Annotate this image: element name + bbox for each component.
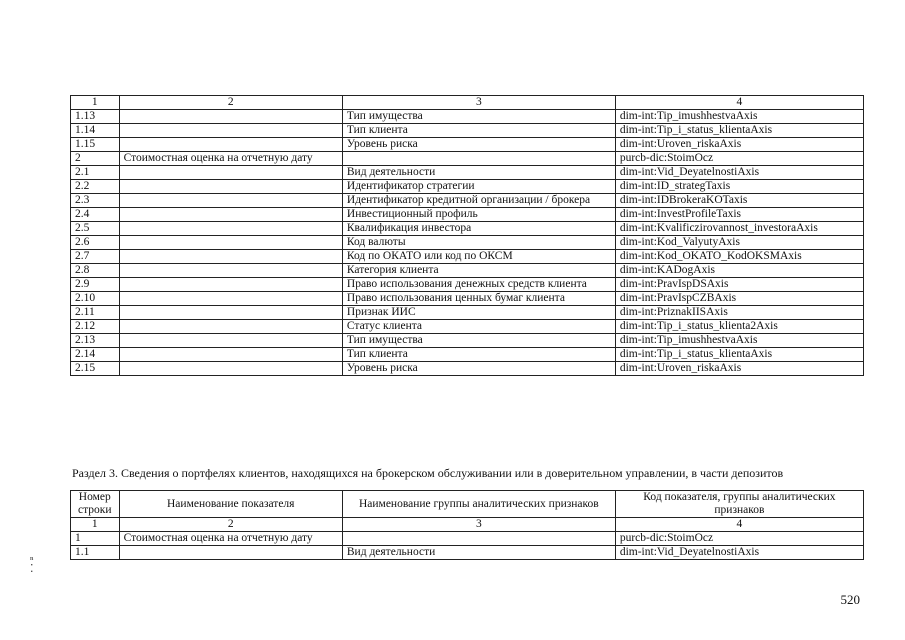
- code-cell: purcb-dic:StoimOcz: [615, 532, 863, 546]
- group-name-cell: [342, 532, 615, 546]
- group-name-cell: Тип клиента: [342, 348, 615, 362]
- code-cell: dim-int:ID_strategTaxis: [615, 180, 863, 194]
- code-cell: dim-int:Uroven_riskaAxis: [615, 138, 863, 152]
- code-cell: dim-int:PravIspCZBAxis: [615, 292, 863, 306]
- table-row: [71, 250, 864, 264]
- group-name-cell: Право использования денежных средств клиента: [342, 278, 615, 292]
- table-row: [71, 292, 864, 306]
- column-number: 3: [342, 96, 615, 110]
- group-name-cell: Вид деятельности: [342, 546, 615, 560]
- row-number-cell: 2.4: [71, 208, 120, 222]
- group-name-cell: Вид деятельности: [342, 166, 615, 180]
- indicator-name-cell: [119, 138, 342, 152]
- code-cell: dim-int:Tip_i_status_klientaAxis: [615, 124, 863, 138]
- group-name-cell: Право использования ценных бумаг клиента: [342, 292, 615, 306]
- code-cell: dim-int:IDBrokeraKOTaxis: [615, 194, 863, 208]
- indicators-table-body: [71, 96, 864, 376]
- row-number-cell: 2.13: [71, 334, 120, 348]
- code-cell: dim-int:Tip_i_status_klienta2Axis: [615, 320, 863, 334]
- row-number-cell: 2.11: [71, 306, 120, 320]
- row-number-cell: 1: [71, 532, 120, 546]
- table-row: [71, 208, 864, 222]
- code-cell: dim-int:Uroven_riskaAxis: [615, 362, 863, 376]
- column-number-row: [71, 518, 864, 532]
- row-number-cell: 2.14: [71, 348, 120, 362]
- group-name-cell: Признак ИИС: [342, 306, 615, 320]
- table-row: [71, 222, 864, 236]
- row-number-cell: 2.10: [71, 292, 120, 306]
- group-name-cell: Тип клиента: [342, 124, 615, 138]
- group-name-cell: Код по ОКАТО или код по ОКСМ: [342, 250, 615, 264]
- indicator-name-cell: [119, 292, 342, 306]
- header-code: Код показателя, группы аналитических признаков: [615, 491, 863, 518]
- table-row: [71, 320, 864, 334]
- code-cell: dim-int:PriznakIISAxis: [615, 306, 863, 320]
- row-number-cell: 2.12: [71, 320, 120, 334]
- header-indicator-name: Наименование показателя: [119, 491, 342, 518]
- code-cell: purcb-dic:StoimOcz: [615, 152, 863, 166]
- code-cell: dim-int:KADogAxis: [615, 264, 863, 278]
- indicator-name-cell: Стоимостная оценка на отчетную дату: [119, 152, 342, 166]
- table-row: [71, 138, 864, 152]
- code-cell: dim-int:Tip_i_status_klientaAxis: [615, 348, 863, 362]
- section-3-table-body: [71, 491, 864, 560]
- indicator-name-cell: [119, 278, 342, 292]
- table-row: [71, 236, 864, 250]
- header-row: [71, 491, 864, 518]
- indicators-table-continued: [70, 95, 864, 376]
- column-number: 2: [119, 518, 342, 532]
- page-number: 520: [840, 592, 860, 607]
- indicator-name-cell: [119, 180, 342, 194]
- column-number: 4: [615, 518, 863, 532]
- indicator-name-cell: [119, 194, 342, 208]
- row-number-cell: 1.14: [71, 124, 120, 138]
- table-row: [71, 194, 864, 208]
- column-number: 1: [71, 518, 120, 532]
- indicator-name-cell: [119, 110, 342, 124]
- table-row: [71, 362, 864, 376]
- row-number-cell: 2.3: [71, 194, 120, 208]
- margin-mark-icon: ⁿ ⁚: [30, 554, 34, 575]
- row-number-cell: 2.5: [71, 222, 120, 236]
- section-3-title: Раздел 3. Сведения о портфелях клиентов, находящихся на брокерском обслуживании или в доверительном управлении, в части депозитов: [72, 466, 784, 480]
- group-name-cell: [342, 152, 615, 166]
- row-number-cell: 2.8: [71, 264, 120, 278]
- group-name-cell: Категория клиента: [342, 264, 615, 278]
- code-cell: dim-int:Vid_DeyatelnostiAxis: [615, 546, 863, 560]
- column-number: 3: [342, 518, 615, 532]
- row-number-cell: 2.1: [71, 166, 120, 180]
- indicator-name-cell: [119, 124, 342, 138]
- indicator-name-cell: [119, 166, 342, 180]
- row-number-cell: 2.9: [71, 278, 120, 292]
- indicator-name-cell: [119, 362, 342, 376]
- group-name-cell: Уровень риска: [342, 138, 615, 152]
- code-cell: dim-int:Kod_OKATO_KodOKSMAxis: [615, 250, 863, 264]
- code-cell: dim-int:InvestProfileTaxis: [615, 208, 863, 222]
- row-number-cell: 1.1: [71, 546, 120, 560]
- group-name-cell: Тип имущества: [342, 110, 615, 124]
- code-cell: dim-int:PravIspDSAxis: [615, 278, 863, 292]
- code-cell: dim-int:Tip_imushhestvaAxis: [615, 110, 863, 124]
- code-cell: dim-int:Vid_DeyatelnostiAxis: [615, 166, 863, 180]
- group-name-cell: Инвестиционный профиль: [342, 208, 615, 222]
- table-row: [71, 348, 864, 362]
- row-number-cell: 2.15: [71, 362, 120, 376]
- group-name-cell: Тип имущества: [342, 334, 615, 348]
- code-cell: dim-int:Kvalificzirovannost_investoraAxis: [615, 222, 863, 236]
- group-name-cell: Код валюты: [342, 236, 615, 250]
- header-group-name: Наименование группы аналитических признаков: [342, 491, 615, 518]
- section-3-table: [70, 490, 864, 560]
- row-number-cell: 2.7: [71, 250, 120, 264]
- indicator-name-cell: [119, 236, 342, 250]
- row-number-cell: 2.2: [71, 180, 120, 194]
- indicator-name-cell: [119, 546, 342, 560]
- code-cell: dim-int:Tip_imushhestvaAxis: [615, 334, 863, 348]
- indicator-name-cell: [119, 250, 342, 264]
- indicator-name-cell: [119, 306, 342, 320]
- indicator-name-cell: [119, 320, 342, 334]
- indicator-name-cell: Стоимостная оценка на отчетную дату: [119, 532, 342, 546]
- group-name-cell: Статус клиента: [342, 320, 615, 334]
- indicator-name-cell: [119, 348, 342, 362]
- row-number-cell: 2.6: [71, 236, 120, 250]
- indicator-name-cell: [119, 208, 342, 222]
- column-number: 1: [71, 96, 120, 110]
- indicator-name-cell: [119, 264, 342, 278]
- header-row-number: Номер строки: [71, 491, 120, 518]
- table-row: [71, 264, 864, 278]
- row-number-cell: 1.15: [71, 138, 120, 152]
- group-name-cell: Идентификатор стратегии: [342, 180, 615, 194]
- table-row: [71, 532, 864, 546]
- table-row: [71, 334, 864, 348]
- group-name-cell: Квалификация инвестора: [342, 222, 615, 236]
- table-row: [71, 278, 864, 292]
- column-number: 4: [615, 96, 863, 110]
- table-row: [71, 306, 864, 320]
- row-number-cell: 2: [71, 152, 120, 166]
- table-row: [71, 110, 864, 124]
- table-row: [71, 180, 864, 194]
- table-row: [71, 124, 864, 138]
- table-row: [71, 546, 864, 560]
- column-number-row: [71, 96, 864, 110]
- indicator-name-cell: [119, 222, 342, 236]
- column-number: 2: [119, 96, 342, 110]
- table-row: [71, 166, 864, 180]
- code-cell: dim-int:Kod_ValyutyAxis: [615, 236, 863, 250]
- group-name-cell: Уровень риска: [342, 362, 615, 376]
- table-row: [71, 152, 864, 166]
- row-number-cell: 1.13: [71, 110, 120, 124]
- indicator-name-cell: [119, 334, 342, 348]
- group-name-cell: Идентификатор кредитной организации / брокера: [342, 194, 615, 208]
